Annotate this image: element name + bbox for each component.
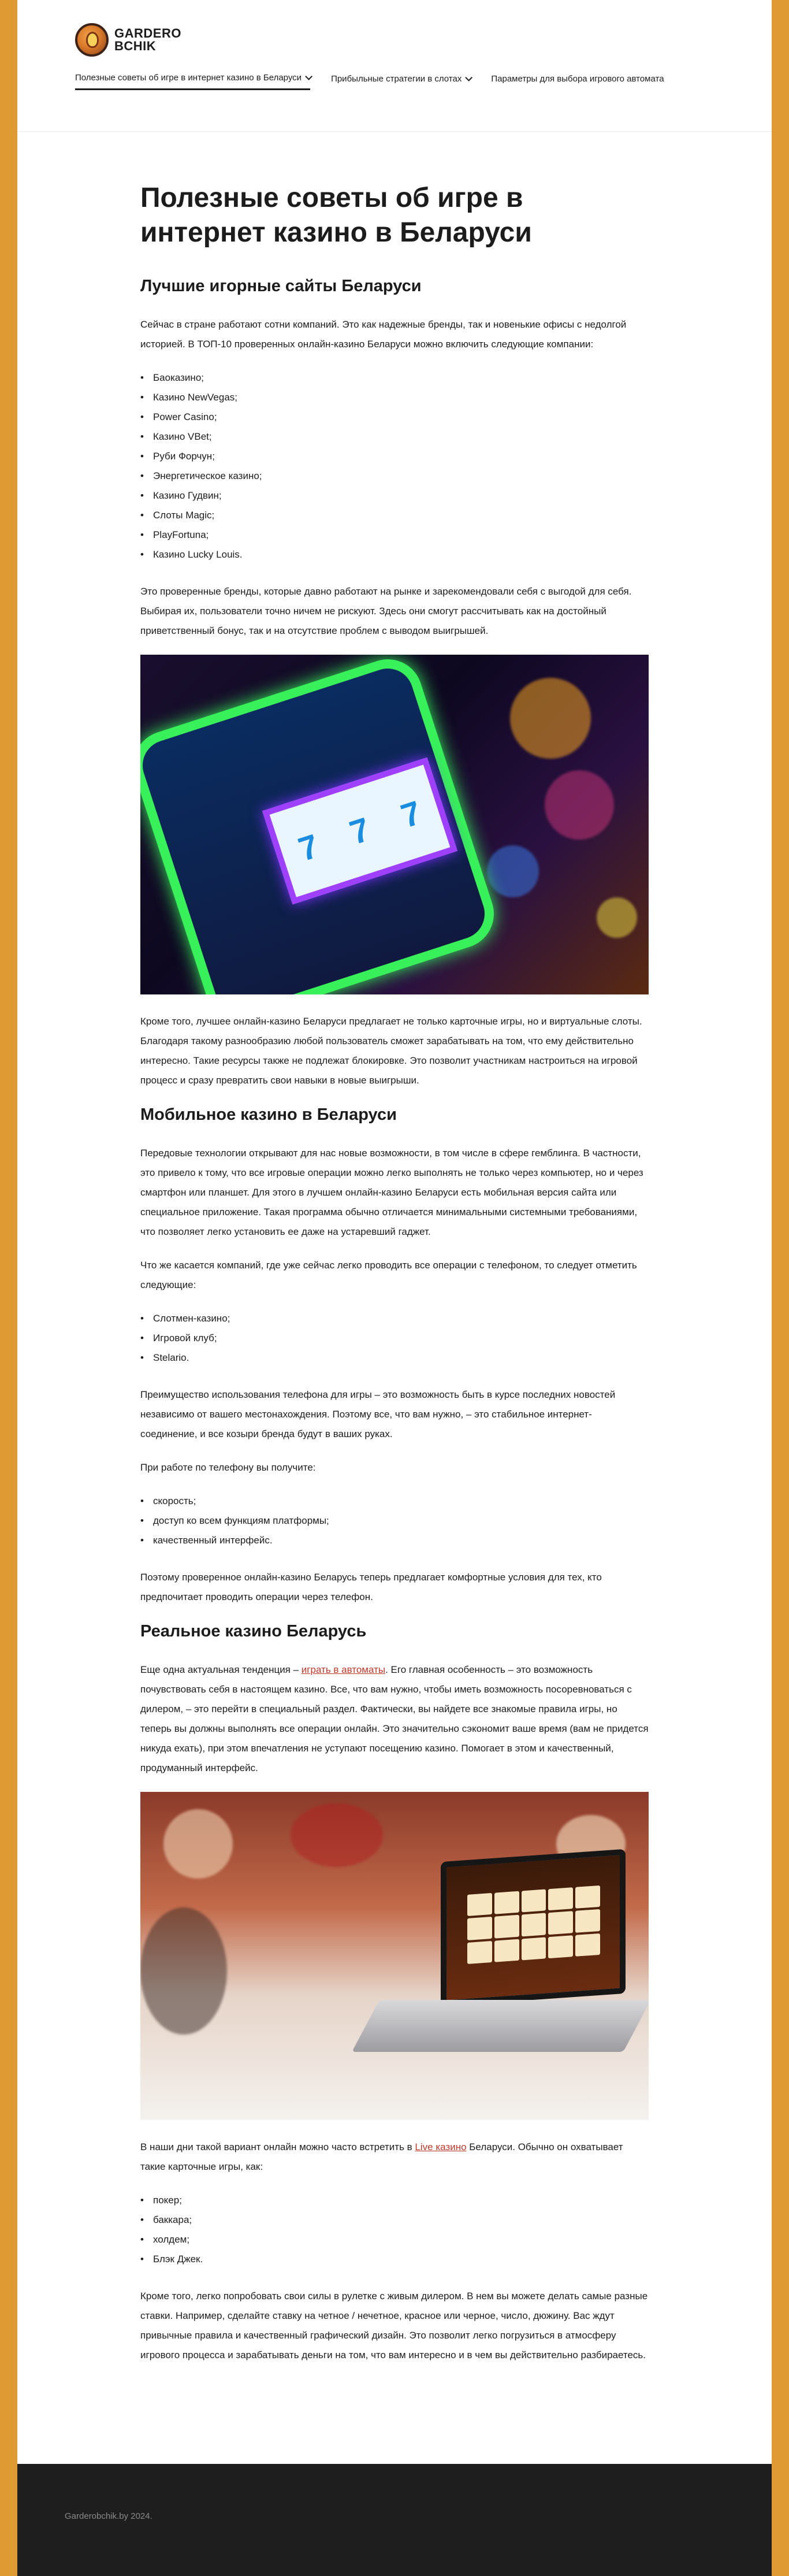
slots-link[interactable]: играть в автоматы <box>301 1664 386 1675</box>
benefits-list <box>140 1491 649 1550</box>
page-title: Полезные советы об игре в интернет казино в Беларуси <box>140 183 532 248</box>
list-item: • Игровой клуб; <box>140 1328 649 1348</box>
live-casino-link[interactable]: Live казино <box>415 2141 467 2152</box>
card-games-list <box>140 2191 649 2269</box>
list-item: • покер; <box>140 2191 649 2210</box>
section-heading-best-sites: Лучшие игорные сайты Беларуси <box>140 277 422 295</box>
list-item: • Слоты Magic; <box>140 506 649 525</box>
list-item: • качественный интерфейс. <box>140 1531 649 1550</box>
paragraph: Это проверенные бренды, которые давно работают на рынке и зарекомендовали себя с выгодой для себя. Выбирая их, пользователи точно ничем не рискуют. Здесь они смогут рассчитывать как на достойный приветственный бонус, так и на отсутствие проблем с выводом выигрышей. <box>140 586 632 636</box>
slot-reels: 7 7 7 <box>262 758 457 904</box>
list-item: • Руби Форчун; <box>140 447 649 466</box>
paragraph <box>140 1660 649 1778</box>
list-item: • Энергетическое казино; <box>140 466 649 486</box>
list-item: • Power Casino; <box>140 407 649 427</box>
paragraph: Преимущество использования телефона для игры – это возможность быть в курсе последних новостей независимо от вашего местонахождения. Поэтому все, что вам нужно, – это стабильное интернет-соединение, и все козыри бренда будут в ваших руках. <box>140 1389 616 1439</box>
paragraph: Кроме того, легко попробовать свои силы в рулетке с живым дилером. В нем вы можете делать самые разные ставки. Например, сделайте ставку на четное / нечетное, красное или черное, число, дюжину. Вас ждут привычные правила и качественный графический дизайн. Это позволит легко погрузиться в атмосферу игрового процесса и зарабатывать деньги на том, что вам интересно и в чем вы действительно разбираетесь. <box>140 2291 648 2360</box>
article <box>140 181 649 2365</box>
list-item: • Казино VBet; <box>140 427 649 447</box>
paragraph: Сейчас в стране работают сотни компаний. Это как надежные бренды, так и новенькие офисы с недолгой историей. В ТОП-10 проверенных онлайн-казино Беларуси можно включить следующие компании: <box>140 319 627 350</box>
nav-item-label: Прибыльные стратегии в слотах <box>331 73 462 84</box>
brand-line-1: GARDERO <box>114 26 181 40</box>
list-item: • Казино NewVegas; <box>140 388 649 407</box>
paragraph: Поэтому проверенное онлайн-казино Беларусь теперь предлагает комфортные условия для тех, кто предпочитает проводить операции через телефон. <box>140 1572 602 1602</box>
site-logo[interactable] <box>75 23 714 57</box>
list-item: • Баоказино; <box>140 368 649 388</box>
site-footer <box>17 2464 772 2576</box>
footer-copyright: Garderobchik.by 2024. <box>65 2511 152 2521</box>
paragraph: Кроме того, лучшее онлайн-казино Беларуси предлагает не только карточные игры, но и виртуальные слоты. Благодаря такому разнообразию любой пользователь сможет зарабатывать на том, что ему действительно интересно. Такие ресурсы также не подлежат блокировке. Это позволит участникам настроиться на игровой процесс и сразу превратить свои навыки в новые выигрыши. <box>140 1016 642 1086</box>
nav-item-tips[interactable] <box>75 73 310 90</box>
list-item: • Слотмен-казино; <box>140 1309 649 1328</box>
paragraph: Что же касается компаний, где уже сейчас легко проводить все операции с телефоном, то следует отметить следующие: <box>140 1260 637 1290</box>
list-item: • баккара; <box>140 2210 649 2230</box>
site-title[interactable] <box>114 27 181 53</box>
text-span: В наши дни такой вариант онлайн можно часто встретить в <box>140 2141 415 2152</box>
list-item: • Казино Гудвин; <box>140 486 649 506</box>
logo-icon <box>75 23 109 57</box>
paragraph <box>140 2137 649 2177</box>
paragraph: Передовые технологии открывают для нас новые возможности, в том числе в сфере гемблинга. В частности, это привело к тому, что все игровые операции можно легко выполнять не только через компьютер, но и через смартфон или планшет. Для этого в лучшем онлайн-казино Беларуси есть мобильная версия сайта или специальное приложение. Такая программа обычно отличается минимальными системными требованиями, что позволяет легко установить ее даже на устаревший гаджет. <box>140 1148 643 1237</box>
main-navigation <box>75 73 720 90</box>
section-heading-real-casino: Реальное казино Беларусь <box>140 1622 367 1640</box>
site-header <box>17 0 772 132</box>
text-span: Еще одна актуальная тенденция – <box>140 1664 302 1675</box>
laptop-casino-image <box>140 1792 649 2120</box>
list-item: • Stelario. <box>140 1348 649 1368</box>
nav-item-label: Параметры для выбора игрового автомата <box>491 73 664 84</box>
list-item: • PlayFortuna; <box>140 525 649 545</box>
section-heading-mobile: Мобильное казино в Беларуси <box>140 1105 397 1124</box>
list-item: • скорость; <box>140 1491 649 1511</box>
list-item: • холдем; <box>140 2230 649 2250</box>
casino-list <box>140 368 649 565</box>
list-item: • доступ ко всем функциям платформы; <box>140 1511 649 1531</box>
brand-line-2: BCHIK <box>114 39 157 53</box>
text-span: . Его главная особенность – это возможность почувствовать себя в настоящем казино. Все, что вам нужно, чтобы иметь возможность посоревноваться с дилером, – это перейти в специальный раздел. Фактически, вы найдете все знакомые правила игры, но теперь вы должны выполнять все операции онлайн. Это значительно сэкономит ваше время (вам не придется никуда ехать), при этом впечатления не уступают посещению казино. Помогает в этом и качественный, продуманный интерфейс. <box>140 1664 649 1773</box>
page-frame <box>17 0 772 2576</box>
main-content <box>17 132 772 2365</box>
list-item: • Казино Lucky Louis. <box>140 545 649 565</box>
nav-item-label: Полезные советы об игре в интернет казино в Беларуси <box>75 73 302 83</box>
nav-item-strategies[interactable] <box>331 73 470 90</box>
laptop-keyboard <box>352 2000 649 2052</box>
mobile-casino-list <box>140 1309 649 1368</box>
nav-item-parameters[interactable] <box>491 73 664 90</box>
paragraph: При работе по телефону вы получите: <box>140 1462 316 1473</box>
list-item: • Блэк Джек. <box>140 2250 649 2269</box>
slot-machine-image <box>140 655 649 994</box>
chevron-down-icon[interactable] <box>305 73 312 80</box>
chevron-down-icon[interactable] <box>466 74 473 81</box>
laptop-screen <box>441 1849 626 2006</box>
text-span: Беларуси. Обычно он охватывает такие карточные игры, как: <box>140 2141 623 2172</box>
